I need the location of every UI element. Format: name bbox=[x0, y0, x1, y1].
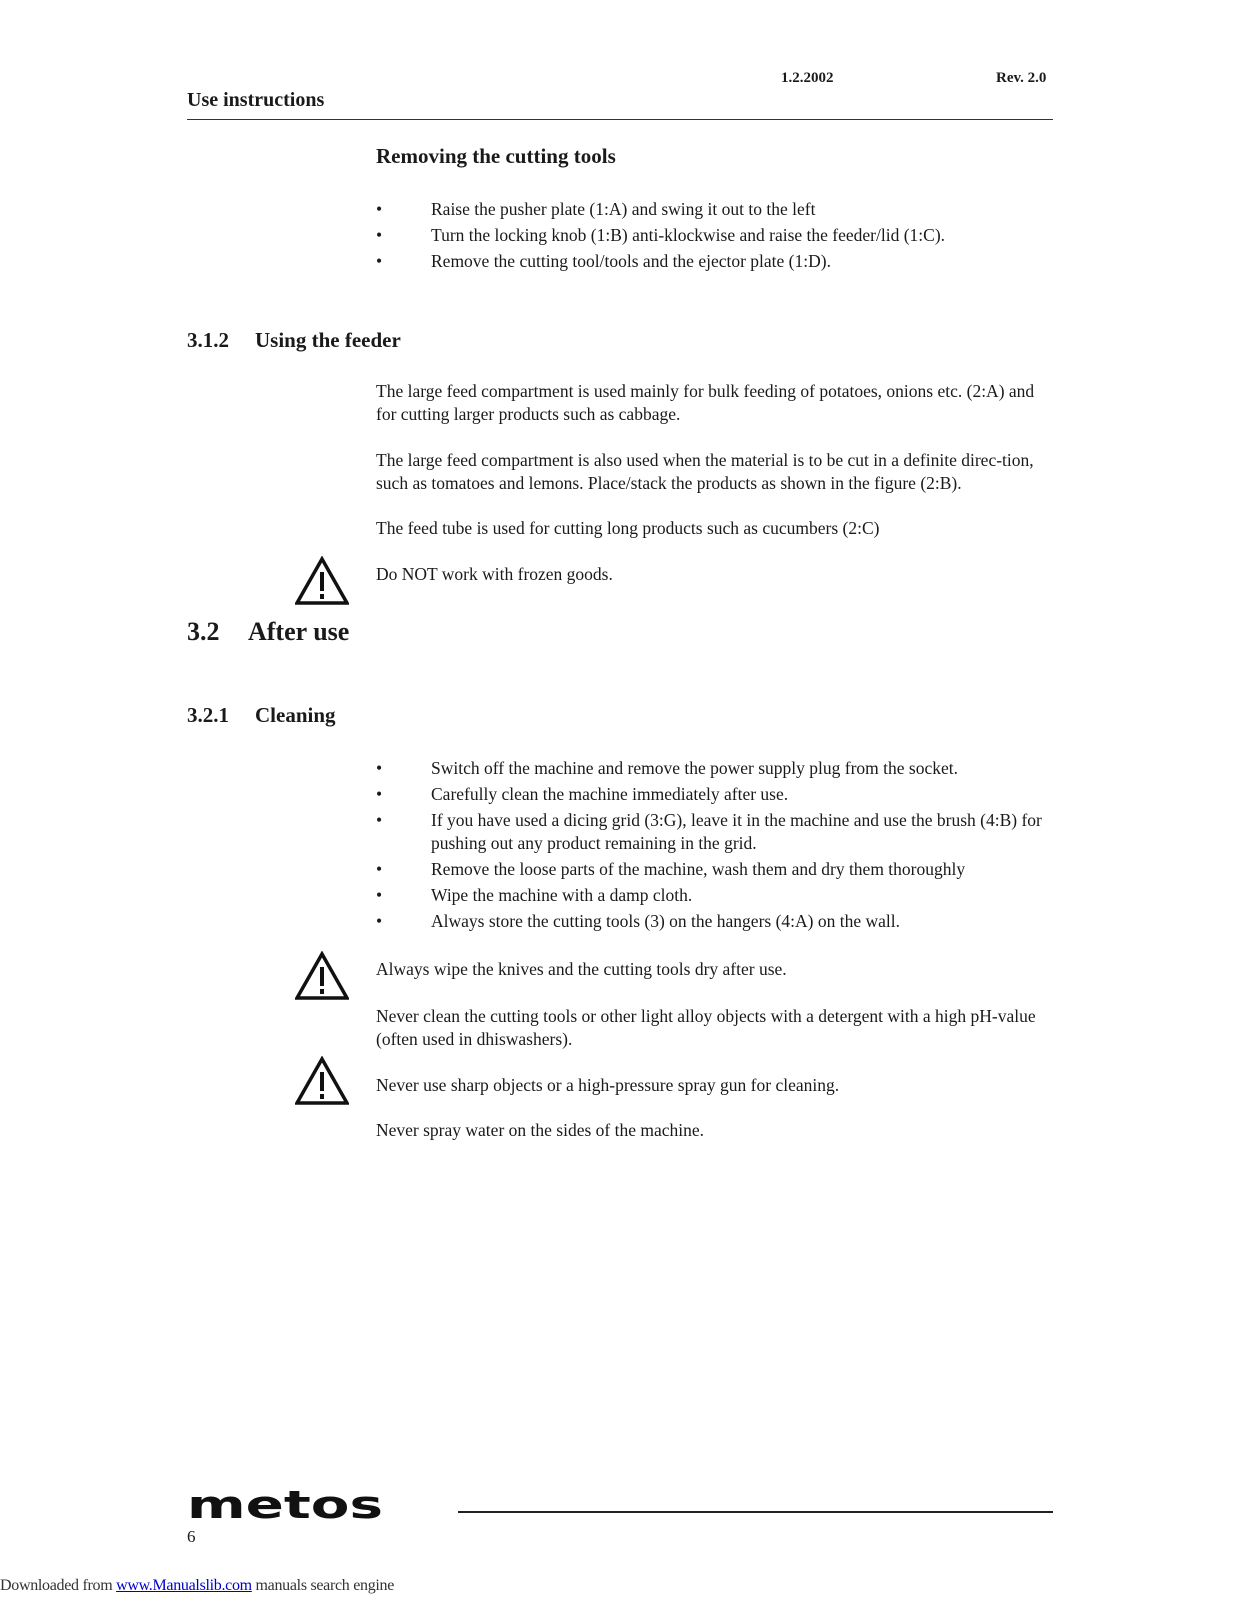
section-title: Using the feeder bbox=[255, 328, 401, 352]
section-heading-after-use bbox=[187, 617, 349, 647]
bullet: • bbox=[376, 810, 383, 830]
list-item: • Switch off the machine and remove the power supply plug from the socket. bbox=[376, 758, 958, 778]
bullet: • bbox=[376, 885, 383, 905]
cleaning-note-1: Never clean the cutting tools or other light alloy objects with a detergent with a high pH-value (often used in dhiswashers). bbox=[376, 1006, 1036, 1049]
list-item: • If you have used a dicing grid (3:G), leave it in the machine and use the brush (4:B) for pushing out any product remaining in the grid. bbox=[376, 810, 1042, 853]
section-number: 3.2 bbox=[187, 617, 220, 646]
bullet: • bbox=[376, 784, 383, 804]
document-title: Use instructions bbox=[187, 89, 325, 111]
feeder-paragraph-1: The large feed compartment is used mainly for bulk feeding of potatoes, onions etc. (2:A) and for cutting larger products such as cabbage. bbox=[376, 381, 1035, 424]
cleaning-note-2: Never spray water on the sides of the machine. bbox=[376, 1120, 705, 1140]
list-item: • Always store the cutting tools (3) on the hangers (4:A) on the wall. bbox=[376, 911, 900, 931]
section-number: 3.2.1 bbox=[187, 703, 229, 727]
svg-text:metos: metos bbox=[187, 1491, 383, 1521]
page-number: 6 bbox=[187, 1527, 196, 1546]
metos-logo bbox=[187, 1491, 383, 1521]
list-item: • Remove the loose parts of the machine, wash them and dry them thoroughly bbox=[376, 859, 966, 879]
list-item: • Raise the pusher plate (1:A) and swing it out to the left bbox=[376, 199, 816, 219]
bullet: • bbox=[376, 911, 383, 931]
bullet: • bbox=[376, 251, 383, 271]
download-notice: Downloaded from www.Manualslib.com manuals search engine bbox=[0, 1577, 395, 1594]
section-number: 3.1.2 bbox=[187, 328, 229, 352]
cleaning-warning-2: Never use sharp objects or a high-pressure spray gun for cleaning. bbox=[376, 1075, 840, 1095]
bullet: • bbox=[376, 758, 383, 778]
removing-list bbox=[376, 198, 1056, 276]
bullet: • bbox=[376, 859, 383, 879]
warning-triangle-icon bbox=[295, 1056, 349, 1106]
section-heading-feeder bbox=[187, 328, 401, 353]
footer-divider bbox=[458, 1511, 1053, 1513]
section-title: Cleaning bbox=[255, 703, 336, 727]
section-title: After use bbox=[248, 617, 350, 646]
list-item: • Remove the cutting tool/tools and the ejector plate (1:D). bbox=[376, 251, 831, 271]
feeder-paragraph-3: The feed tube is used for cutting long products such as cucumbers (2:C) bbox=[376, 518, 880, 538]
cleaning-list bbox=[376, 757, 1056, 936]
header-divider bbox=[187, 119, 1053, 120]
cleaning-warning-1: Always wipe the knives and the cutting tools dry after use. bbox=[376, 959, 787, 979]
list-item: • Wipe the machine with a damp cloth. bbox=[376, 885, 693, 905]
document-date: 1.2.2002 bbox=[781, 70, 834, 86]
bullet: • bbox=[376, 225, 383, 245]
list-item: • Carefully clean the machine immediately after use. bbox=[376, 784, 789, 804]
warning-triangle-icon bbox=[295, 951, 349, 1001]
document-revision: Rev. 2.0 bbox=[996, 70, 1047, 86]
feeder-paragraph-2: The large feed compartment is also used when the material is to be cut in a definite direc-tion, such as tomatoes and lemons. Place/stack the products as shown in the figure (2:B). bbox=[376, 450, 1034, 493]
section-heading-cleaning bbox=[187, 703, 336, 728]
warning-triangle-icon bbox=[295, 556, 349, 606]
removing-heading: Removing the cutting tools bbox=[376, 144, 616, 168]
list-item: • Turn the locking knob (1:B) anti-klockwise and raise the feeder/lid (1:C). bbox=[376, 225, 946, 245]
manualslib-link[interactable]: www.Manualslib.com bbox=[116, 1577, 252, 1594]
feeder-warning-text: Do NOT work with frozen goods. bbox=[376, 564, 613, 584]
bullet: • bbox=[376, 199, 383, 219]
